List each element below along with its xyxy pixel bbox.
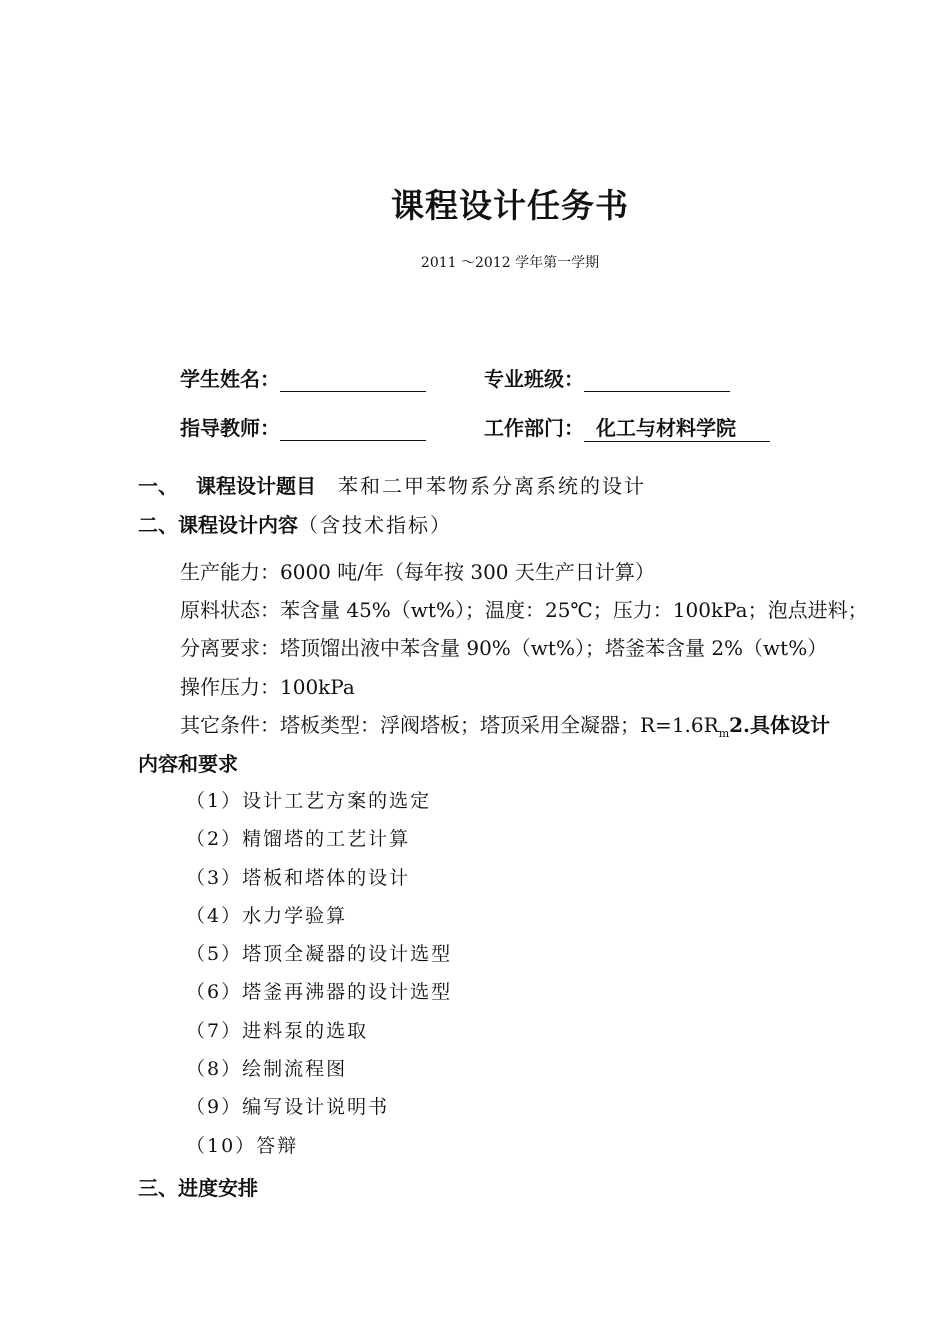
student-name-field xyxy=(280,369,426,392)
department-row xyxy=(484,412,770,442)
advisor-row xyxy=(180,412,426,441)
section1-row xyxy=(138,470,646,499)
list-item: （10）答辩 xyxy=(186,1135,299,1157)
list-item: （4）水力学验算 xyxy=(186,905,348,927)
section3-heading: 三、进度安排 xyxy=(138,1176,258,1200)
student-name-row xyxy=(180,363,426,392)
list-item: （7）进料泵的选取 xyxy=(186,1020,369,1042)
sub-heading-part-b: 内容和要求 xyxy=(138,752,238,776)
page-title: 课程设计任务书 xyxy=(391,186,629,225)
advisor-label: 指导教师： xyxy=(180,416,280,440)
list-item: （3）塔板和塔体的设计 xyxy=(186,867,411,889)
spec-line: 生产能力：6000 吨/年（每年按 300 天生产日计算） xyxy=(180,560,655,584)
spec-other-line xyxy=(180,709,830,740)
student-name-label: 学生姓名： xyxy=(180,367,280,391)
department-value: 化工与材料学院 xyxy=(584,412,770,442)
major-class-field xyxy=(584,369,730,392)
major-class-row xyxy=(484,363,730,392)
section1-number: 一、 xyxy=(138,474,178,498)
section1-topic: 苯和二甲苯物系分离系统的设计 xyxy=(338,474,646,498)
sub-heading-part-a: 2.具体设计 xyxy=(729,713,831,737)
major-class-label: 专业班级： xyxy=(484,367,584,391)
spec-line: 操作压力：100kPa xyxy=(180,675,355,699)
spec-line: 原料状态：苯含量 45%（wt%）；温度：25℃；压力：100kPa；泡点进料； xyxy=(180,598,868,622)
list-item: （5）塔顶全凝器的设计选型 xyxy=(186,943,453,965)
spec-line: 分离要求：塔顶馏出液中苯含量 90%（wt%）；塔釜苯含量 2%（wt%） xyxy=(180,636,828,660)
list-item: （6）塔釜再沸器的设计选型 xyxy=(186,981,453,1003)
list-item: （1）设计工艺方案的选定 xyxy=(186,790,432,812)
spec-other-subscript: m xyxy=(718,727,730,740)
spec-other-text: 其它条件：塔板类型：浮阀塔板；塔顶采用全凝器；R=1.6R xyxy=(180,713,719,737)
list-item: （2）精馏塔的工艺计算 xyxy=(186,828,411,850)
list-item: （9）编写设计说明书 xyxy=(186,1096,390,1118)
section1-label: 课程设计题目 xyxy=(196,474,316,498)
section2-heading-row xyxy=(138,509,452,538)
section2-heading-note: （含技术指标） xyxy=(298,513,452,537)
department-label: 工作部门： xyxy=(484,416,584,440)
list-item: （8）绘制流程图 xyxy=(186,1058,348,1080)
advisor-field xyxy=(280,418,426,441)
academic-year: 2011 ～2012 学年第一学期 xyxy=(420,255,600,271)
section2-heading: 二、课程设计内容 xyxy=(138,513,298,537)
